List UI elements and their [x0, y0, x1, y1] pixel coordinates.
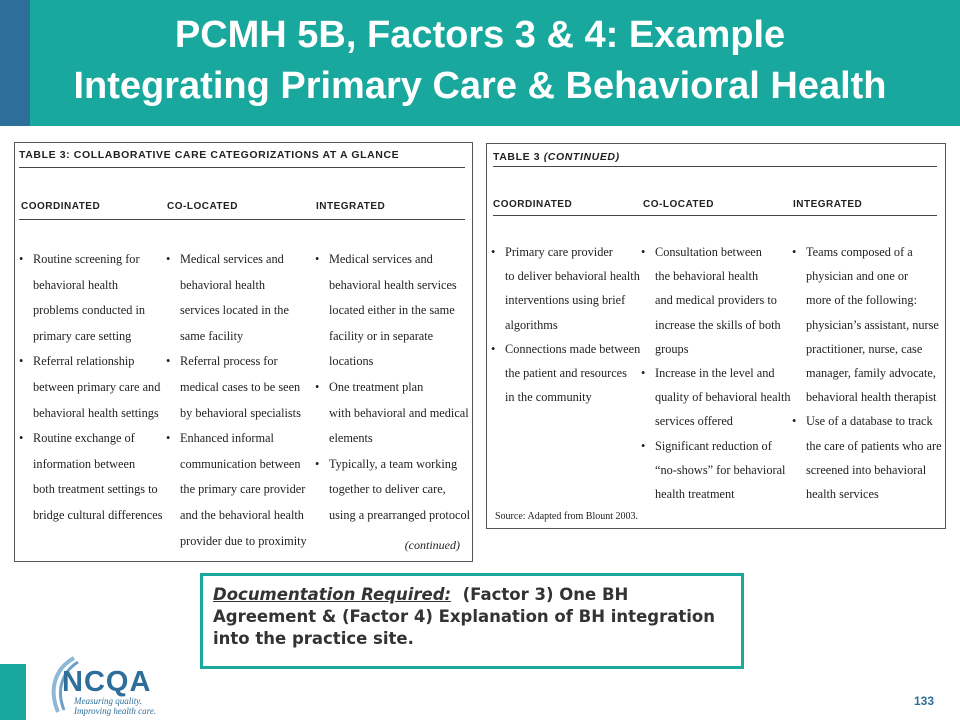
bullet-icon: •	[641, 366, 646, 381]
bullet-item-line: screened into behavioral	[806, 462, 927, 477]
table-right-title: TABLE 3 (CONTINUED)	[493, 151, 620, 163]
table-left-header-coordinated: COORDINATED	[21, 201, 101, 212]
footer-accent-bar	[0, 664, 26, 720]
table-left-col-integrated	[315, 247, 471, 529]
bullet-item-line: both treatment settings to	[33, 482, 158, 497]
bullet-item-line: the primary care provider	[180, 482, 306, 497]
slide-title-line-1: PCMH 5B, Factors 3 & 4: Example	[174, 14, 786, 56]
bullet-item-line: by behavioral specialists	[180, 405, 301, 420]
bullet-icon: •	[491, 245, 496, 259]
bullet-icon: •	[792, 414, 797, 429]
table-left-col-coordinated	[19, 247, 165, 529]
table-left-header-rule	[19, 219, 465, 220]
bullet-item-line: Routine screening for	[33, 252, 140, 266]
table-right-col-integrated	[792, 240, 944, 506]
bullet-item-line: “no-shows” for behavioral	[655, 462, 786, 477]
bullet-item-line: together to deliver care,	[329, 482, 446, 497]
bullet-item-line: behavioral health services	[329, 277, 457, 292]
bullet-item-line: in the community	[505, 390, 592, 405]
bullet-item-line: and the behavioral health	[180, 507, 304, 522]
bullet-item	[315, 375, 471, 452]
table-left-header-co-located: CO-LOCATED	[167, 201, 238, 212]
table-right-title-rule	[493, 166, 937, 167]
documentation-required-box	[200, 573, 744, 669]
slide-title-line-2: Integrating Primary Care & Behavioral Health	[73, 65, 887, 107]
table-left-title: TABLE 3: COLLABORATIVE CARE CATEGORIZATIONS AT A GLANCE	[19, 149, 400, 161]
bullet-item	[491, 240, 641, 337]
bullet-icon: •	[641, 438, 646, 453]
bullet-item-line: Medical services and	[329, 252, 433, 266]
bullet-item	[641, 361, 793, 434]
bullet-item-line: locations	[329, 354, 374, 369]
bullet-item-line: the patient and resources	[505, 366, 627, 381]
bullet-icon: •	[166, 252, 171, 266]
bullet-item-line: to deliver behavioral health	[505, 269, 640, 284]
bullet-item-line: increase the skills of both	[655, 317, 781, 332]
ncqa-tagline-line-1: Measuring quality.	[74, 696, 142, 706]
bullet-item-line: behavioral health	[180, 277, 266, 292]
bullet-icon: •	[19, 252, 24, 266]
page-number: 133	[913, 694, 934, 708]
bullet-item-line: Teams composed of a	[806, 245, 913, 259]
bullet-item-line: physician and one or	[806, 269, 909, 284]
ncqa-logo: NCQA	[62, 666, 152, 698]
bullet-item-line: health treatment	[655, 487, 735, 502]
bullet-item-line: behavioral health therapist	[806, 390, 937, 405]
bullet-item-line: Referral process for	[180, 354, 278, 369]
bullet-icon: •	[166, 354, 171, 369]
bullet-item-line: Increase in the level and	[655, 366, 775, 381]
bullet-item-line: primary care setting	[33, 328, 132, 343]
bullet-item-line: health services	[806, 487, 879, 502]
bullet-icon: •	[491, 341, 496, 356]
bullet-item-line: Referral relationship	[33, 354, 135, 369]
bullet-icon: •	[166, 431, 171, 446]
bullet-item-line: manager, family advocate,	[806, 366, 936, 381]
bullet-item-line: Significant reduction of	[655, 438, 772, 453]
bullet-item	[491, 337, 641, 410]
bullet-item-line: between primary care and	[33, 379, 161, 394]
bullet-item-line: communication between	[180, 456, 301, 471]
ncqa-tagline	[74, 696, 156, 716]
bullet-item-line: information between	[33, 456, 136, 471]
bullet-icon: •	[19, 354, 24, 369]
bullet-item-line: elements	[329, 431, 373, 446]
bullet-item-line: more of the following:	[806, 293, 917, 308]
bullet-item	[792, 240, 944, 409]
table-left-header-integrated: INTEGRATED	[316, 201, 386, 212]
bullet-item-line: behavioral health settings	[33, 405, 159, 420]
table-right-col-co-located	[641, 240, 793, 506]
bullet-item-line: Enhanced informal	[180, 431, 274, 446]
bullet-icon: •	[315, 379, 320, 394]
bullet-item-line: using a prearranged protocol	[329, 507, 471, 522]
table-left-col-co-located	[166, 247, 314, 554]
bullet-item	[19, 426, 165, 528]
bullet-item-line: Consultation between	[655, 245, 762, 259]
bullet-item	[641, 434, 793, 507]
documentation-required-text: (Factor 3) One BH Agreement & (Factor 4) Explanation of BH integration into the practice site.	[213, 585, 715, 648]
bullet-item	[166, 426, 314, 554]
bullet-item-line: services offered	[655, 414, 733, 429]
bullet-icon: •	[19, 431, 24, 446]
table-right-header-rule	[493, 215, 937, 216]
bullet-item-line: Use of a database to track	[806, 414, 933, 429]
table-right-header-integrated: INTEGRATED	[793, 199, 863, 210]
bullet-item-line: and medical providers to	[655, 293, 777, 308]
bullet-item-line: bridge cultural differences	[33, 507, 163, 522]
table-left-continued-note: (continued)	[404, 538, 460, 552]
table-left-title-rule	[19, 167, 465, 168]
bullet-item-line: same facility	[180, 328, 244, 343]
bullet-item-line: services located in the	[180, 303, 289, 318]
bullet-item-line: provider due to proximity	[180, 533, 307, 548]
slide-title	[0, 10, 960, 112]
bullet-item-line: behavioral health	[33, 277, 119, 292]
bullet-item	[315, 452, 471, 529]
bullet-item	[641, 240, 793, 361]
table-right-header-coordinated: COORDINATED	[493, 199, 573, 210]
bullet-item-line: Routine exchange of	[33, 431, 135, 446]
bullet-item	[792, 409, 944, 506]
bullet-item	[166, 349, 314, 426]
bullet-item-line: medical cases to be seen	[180, 379, 301, 394]
bullet-item-line: algorithms	[505, 317, 558, 332]
ncqa-tagline-line-2: Improving health care.	[74, 706, 157, 716]
bullet-icon: •	[315, 252, 320, 266]
table-panel-right	[486, 143, 946, 529]
table-right-col-coordinated	[491, 240, 641, 409]
bullet-item-line: interventions using brief	[505, 293, 626, 308]
bullet-item	[315, 247, 471, 375]
table-panel-left	[14, 142, 473, 562]
bullet-item-line: Medical services and	[180, 252, 284, 266]
bullet-item-line: practitioner, nurse, case	[806, 341, 923, 356]
bullet-icon: •	[641, 245, 646, 259]
bullet-item-line: One treatment plan	[329, 379, 424, 394]
bullet-item-line: Typically, a team working	[329, 456, 458, 471]
bullet-item-line: problems conducted in	[33, 303, 146, 318]
bullet-item	[19, 349, 165, 426]
documentation-required-label: Documentation Required:	[213, 585, 452, 604]
bullet-item	[166, 247, 314, 349]
bullet-icon: •	[792, 245, 797, 259]
bullet-item-line: quality of behavioral health	[655, 390, 791, 405]
bullet-item-line: with behavioral and medical	[329, 405, 469, 420]
bullet-item-line: Primary care provider	[505, 245, 613, 259]
bullet-item-line: groups	[655, 341, 689, 356]
bullet-item-line: the behavioral health	[655, 269, 759, 284]
bullet-item-line: located either in the same	[329, 303, 455, 318]
bullet-item-line: the care of patients who are	[806, 438, 942, 453]
table-right-source-note: Source: Adapted from Blount 2003.	[495, 511, 639, 522]
bullet-item-line: physician’s assistant, nurse	[806, 317, 939, 332]
bullet-item-line: Connections made between	[505, 341, 641, 356]
bullet-item-line: facility or in separate	[329, 328, 434, 343]
table-right-header-co-located: CO-LOCATED	[643, 199, 714, 210]
bullet-icon: •	[315, 456, 320, 471]
bullet-item	[19, 247, 165, 349]
